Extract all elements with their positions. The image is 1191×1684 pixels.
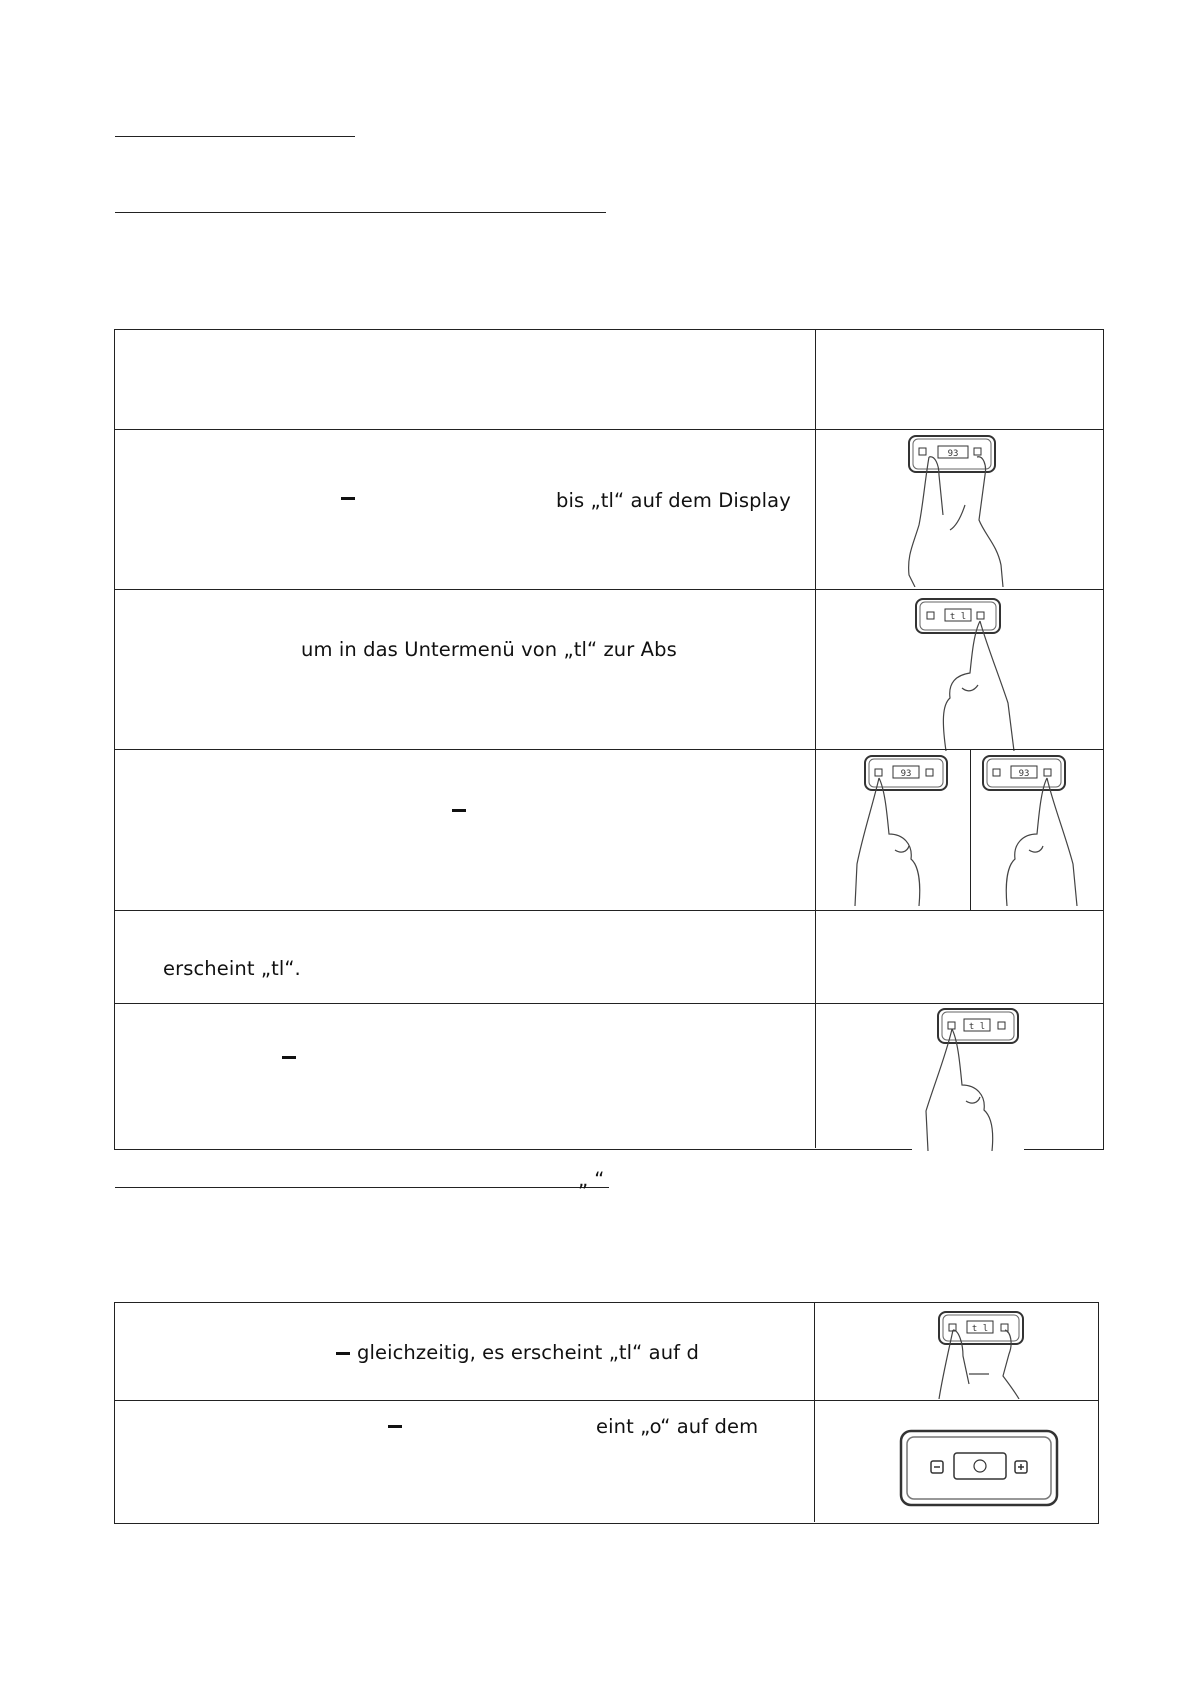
minus-glyph (282, 1056, 296, 1059)
svg-text:93: 93 (1018, 769, 1030, 779)
svg-text:t l: t l (968, 1022, 986, 1032)
table-2-row-2 (115, 1400, 1098, 1524)
hand-pressing-both-keys-icon (905, 435, 1017, 587)
table-1-row-2-text: bis „tl“ auf dem Display (556, 489, 791, 512)
table-1-row-2 (115, 429, 1103, 590)
table-1-row-1 (115, 330, 1103, 430)
two-fingers-pressing-both-keys-icon (929, 1304, 1031, 1399)
minus-glyph (452, 809, 466, 812)
table-1-row-5 (115, 910, 1103, 1004)
svg-text:t l: t l (971, 1324, 989, 1334)
table-2-row-2-text: eint „o“ auf dem (596, 1415, 759, 1438)
finger-pressing-minus-key-icon (849, 754, 957, 906)
instruction-table-2 (114, 1302, 1099, 1524)
svg-text:t l: t l (949, 612, 967, 622)
table-1-row-4-image-divider (970, 750, 971, 910)
control-panel-icon (897, 1427, 1061, 1509)
table-1-row-5-text: erscheint „tl“. (163, 957, 301, 980)
table-1-row-3 (115, 589, 1103, 750)
section-2-heading-underline (115, 1187, 609, 1188)
svg-text:93: 93 (900, 769, 912, 779)
table-1-row-4 (115, 749, 1103, 911)
finger-pressing-plus-key-icon (979, 754, 1087, 906)
heading-underline-2 (115, 212, 606, 213)
table-2-row-1-text: gleichzeitig, es erscheint „tl“ auf d (357, 1341, 699, 1364)
table-2-row-1 (115, 1303, 1098, 1400)
minus-glyph (336, 1352, 350, 1355)
heading-underline-1 (115, 136, 355, 137)
finger-pressing-minus-key-icon (912, 1005, 1024, 1151)
finger-pressing-plus-key-icon (912, 593, 1024, 751)
svg-text:93: 93 (947, 449, 959, 459)
instruction-table-1 (114, 329, 1104, 1150)
table-1-row-3-text: um in das Untermenü von „tl“ zur Abs (301, 638, 677, 661)
minus-glyph (341, 497, 355, 500)
minus-glyph (388, 1425, 402, 1428)
table-1-row-6 (115, 1003, 1103, 1150)
section-2-heading-quotes: „ “ (578, 1168, 605, 1191)
